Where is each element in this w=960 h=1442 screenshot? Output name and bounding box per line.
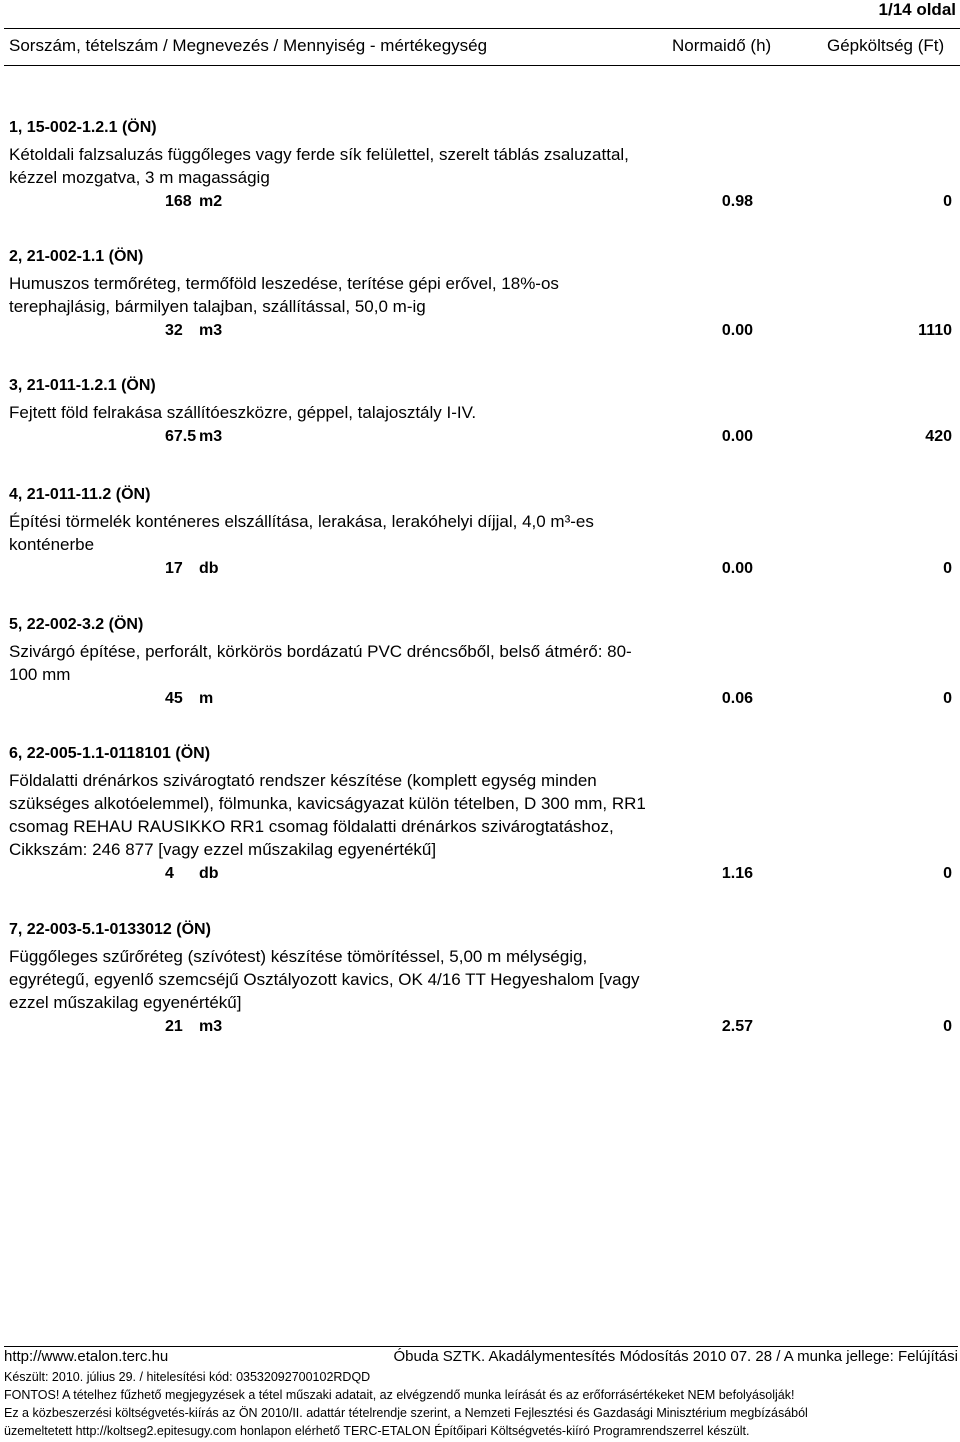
item-description: Humuszos termőréteg, termőföld leszedése, terítése gépi erővel, 18%-os terephajlásig, bármilyen talajban, szállítással, 50,0 m-ig [9,274,559,316]
item-quantity: 32 [165,322,183,339]
budget-item [9,246,954,346]
budget-item [9,375,954,452]
item-description: Fejtett föld felrakása szállítóeszközre, géppel, talajosztály I-IV. [9,403,477,422]
item-code: 7, 22-003-5.1-0133012 (ÖN) [9,921,211,938]
footer-legal-line-2: üzemeltetett http://koltseg2.epitesugy.com honlapon elérhető TERC-ETALON Építőipari Költségvetés-kiíró Programrendszerrel készült. [4,1424,750,1438]
budget-item [9,614,954,714]
item-quantity-row [9,560,954,584]
item-code: 6, 22-005-1.1-0118101 (ÖN) [9,745,211,762]
item-norm-time: 0.06 [721,690,753,707]
item-machine-cost: 1110 [918,322,952,339]
item-description: Kétoldali falzsaluzás függőleges vagy ferde sík felülettel, szerelt táblás zsaluzattal, kézzel mozgatva, 3 m magasságig [9,145,629,187]
item-machine-cost: 0 [943,193,952,210]
page-number: 1/14 oldal [878,0,956,19]
item-machine-cost: 420 [925,428,952,445]
budget-item [9,117,954,217]
item-code: 4, 21-011-11.2 (ÖN) [9,486,151,503]
item-quantity: 168 [165,193,192,210]
item-norm-time: 0.00 [721,428,753,445]
item-code: 2, 21-002-1.1 (ÖN) [9,248,144,265]
item-norm-time: 0.98 [721,193,753,210]
item-code: 3, 21-011-1.2.1 (ÖN) [9,377,156,394]
item-norm-time: 1.16 [721,865,753,882]
item-description: Építési törmelék konténeres elszállítása, lerakása, lerakóhelyi díjjal, 4,0 m³-es konténerbe [9,512,594,554]
item-description: Szivárgó építése, perforált, körkörös bordázatú PVC dréncsőből, belső átmérő: 80-100 mm [9,642,632,684]
item-quantity-row [9,1018,954,1042]
item-norm-time: 0.00 [721,560,753,577]
footer-legal-line-1: Ez a közbeszerzési költségvetés-kiírás az ÖN 2010/II. adattár tételrendje szerint, a Nemzeti Fejlesztési és Gazdasági Minisztérium megbízásából [4,1406,808,1420]
item-quantity: 4 [165,865,174,882]
item-unit: m3 [199,1018,223,1035]
header-rule-bottom [4,65,960,66]
item-quantity-row [9,690,954,714]
item-quantity-row [9,428,954,452]
column-header-description: Sorszám, tételszám / Megnevezés / Mennyiség - mértékegység [9,36,488,55]
header-rule-top [4,28,960,29]
item-norm-time: 0.00 [721,322,753,339]
budget-item [9,919,954,1042]
footer-note: FONTOS! A tételhez fűzhető megjegyzések a tétel műszaki adatait, az elvégzendő munka leírását és az erőforrásértékeket NEM befolyásolják! [4,1388,795,1402]
column-header-norm-time: Normaidő (h) [672,36,772,55]
item-code: 1, 15-002-1.2.1 (ÖN) [9,119,157,136]
item-unit: m [199,690,214,707]
item-machine-cost: 0 [943,1018,952,1035]
budget-item [9,743,954,889]
item-description: Földalatti drénárkos szivárogtató rendszer készítése (komplett egység minden szükséges alkotóelemmel), fölmunka, kavicságyazat külön tételben, D 300 mm, RR1 csomag REHAU RAUSIKKO RR1 csomag földalatti drénárkos szivárogtatáshoz, Cikkszám: 246 877 [vagy ezzel műszakilag egyenértékű] [9,771,646,859]
item-machine-cost: 0 [943,865,952,882]
item-machine-cost: 0 [943,560,952,577]
column-header-machine-cost: Gépköltség (Ft) [827,36,945,55]
item-machine-cost: 0 [943,690,952,707]
item-quantity-row [9,322,954,346]
footer-created: Készült: 2010. július 29. / hitelesítési kód: 03532092700102RDQD [4,1370,371,1384]
item-quantity: 21 [165,1018,183,1035]
footer-rule [4,1346,958,1347]
item-unit: db [199,865,219,882]
item-quantity: 17 [165,560,183,577]
footer-project: Óbuda SZTK. Akadálymentesítés Módosítás 2010 07. 28 / A munka jellege: Felújítási [393,1348,958,1365]
item-unit: m2 [199,193,223,210]
item-quantity: 45 [165,690,183,707]
item-description: Függőleges szűrőréteg (szívótest) készítése tömörítéssel, 5,00 m mélységig, egyrétegű, egyenlő szemcséjű Osztályozott kavics, OK 4/16 TT Hegyeshalom [vagy ezzel műszakilag egyenértékű] [9,947,640,1012]
item-norm-time: 2.57 [721,1018,753,1035]
item-code: 5, 22-002-3.2 (ÖN) [9,616,144,633]
item-quantity-row [9,865,954,889]
item-unit: m3 [199,428,223,445]
item-unit: m3 [199,322,223,339]
item-quantity-row [9,193,954,217]
footer-top-line [4,1348,958,1368]
budget-item [9,484,954,584]
item-unit: db [199,560,219,577]
footer-url[interactable]: http://www.etalon.terc.hu [4,1348,169,1365]
item-quantity: 67.5 [165,428,197,445]
